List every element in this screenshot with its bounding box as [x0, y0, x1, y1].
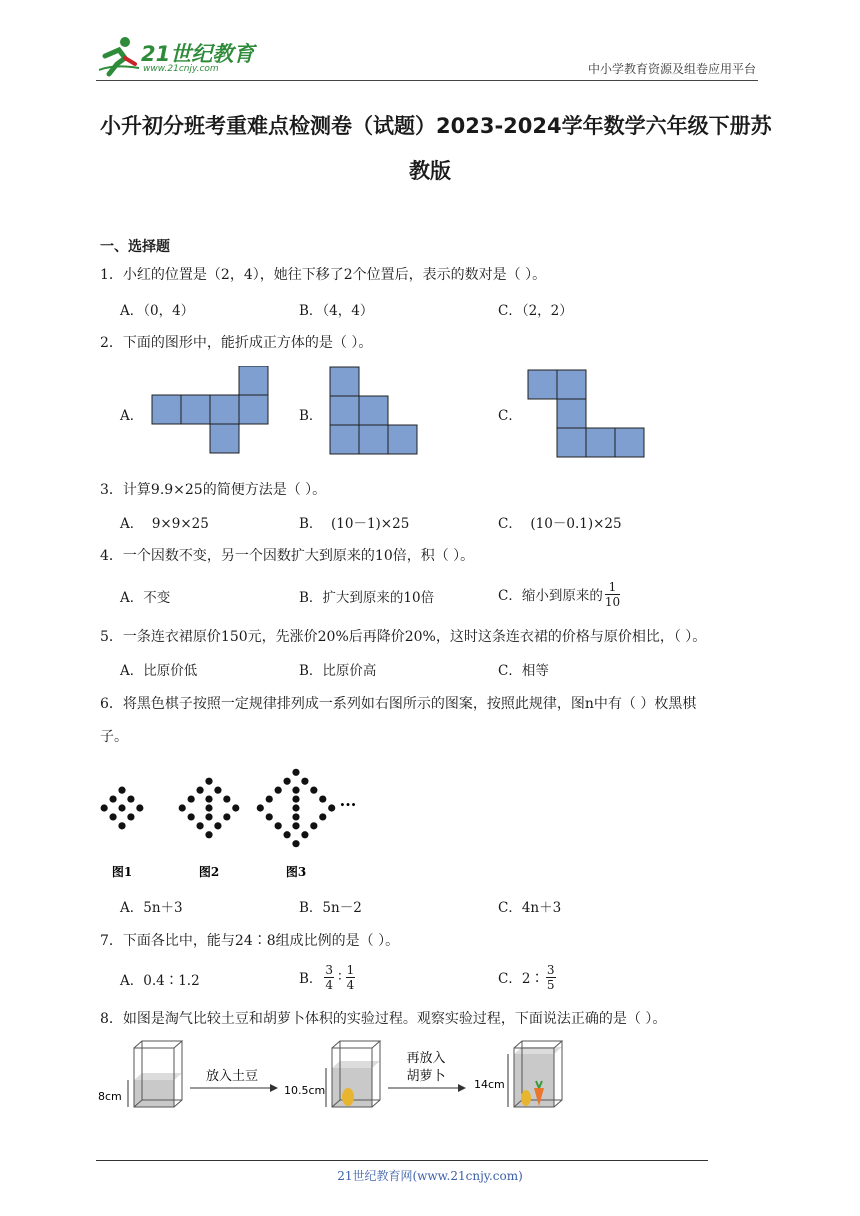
- cube-net-a: [150, 366, 270, 456]
- chess-piece-dot: [205, 831, 212, 838]
- q7-b-num-2: 1: [346, 962, 355, 977]
- chess-piece-dot: [319, 813, 326, 820]
- pattern-ellipsis: ···: [339, 795, 357, 814]
- chess-piece-dot: [328, 804, 335, 811]
- chess-piece-dot: [205, 778, 212, 785]
- q7-option-c[interactable]: [498, 958, 558, 996]
- q7-option-a[interactable]: A．0.4∶1.2: [120, 973, 200, 989]
- logo-text: 21世纪教育: [141, 42, 255, 66]
- figure-label-2: 图2: [198, 865, 220, 878]
- height-label-2: 10.5cm: [284, 1084, 326, 1097]
- q7-c-fraction: [546, 964, 556, 991]
- q2-option-b[interactable]: B．: [299, 408, 323, 424]
- q4-option-a[interactable]: A．不变: [120, 590, 171, 606]
- q5-option-c[interactable]: C．相等: [498, 663, 549, 679]
- question-3-stem: 3．计算9.9×25的简便方法是（ ）。: [100, 482, 327, 498]
- question-5-stem: 5．一条连衣裙原价150元，先涨价20%后再降价20%，这时这条连衣裙的价格与原价相比，（ ）。: [100, 629, 707, 645]
- chess-piece-dot: [232, 804, 239, 811]
- q1-option-a[interactable]: A．（0，4）: [120, 303, 195, 319]
- chess-piece-dot: [292, 787, 299, 794]
- chess-piece-dot: [292, 840, 299, 847]
- platform-label: 中小学教育资源及组卷应用平台: [587, 62, 756, 76]
- question-7-stem: 7．下面各比中，能与24∶8组成比例的是（ ）。: [100, 933, 400, 949]
- footer-link[interactable]: 21世纪教育网(www.21cnjy.com): [337, 1169, 523, 1183]
- chess-piece-dot: [205, 795, 212, 802]
- chess-piece-dot: [223, 795, 230, 802]
- chess-piece-dot: [257, 804, 264, 811]
- arrow-label-2a: 再放入: [406, 1051, 446, 1066]
- chess-piece-dot: [118, 787, 125, 794]
- chess-piece-dot: [179, 804, 186, 811]
- logo-url: www.21cnjy.com: [143, 64, 219, 74]
- header-logo: [95, 34, 265, 82]
- cube-net-c: [527, 369, 649, 461]
- q7-b-den-1: 4: [325, 977, 334, 992]
- height-label-3: 14cm: [474, 1078, 505, 1091]
- q4-option-c-text: C．缩小到原来的: [498, 588, 603, 604]
- chess-piece-dot: [275, 787, 282, 794]
- chess-piece-dot: [205, 804, 212, 811]
- chess-piece-dot: [196, 822, 203, 829]
- chess-piece-dot: [109, 795, 116, 802]
- q5-option-b[interactable]: B．比原价高: [299, 663, 377, 679]
- q6-option-a[interactable]: A．5n＋3: [120, 900, 183, 916]
- chess-piece-dot: [301, 831, 308, 838]
- page-title-line1: 小升初分班考重难点检测卷（试题）2023-2024学年数学六年级下册苏: [100, 114, 772, 138]
- q7-b-den-2: 4: [346, 977, 355, 992]
- chess-pattern-figure: [100, 758, 370, 878]
- q2-option-c[interactable]: C．: [498, 408, 522, 424]
- chess-piece-dot: [275, 822, 282, 829]
- q3-option-c[interactable]: C． (10－0.1)×25: [498, 516, 622, 532]
- chess-piece-dot: [188, 813, 195, 820]
- q3-option-b[interactable]: B． (10－1)×25: [299, 516, 410, 532]
- chess-piece-dot: [292, 813, 299, 820]
- chess-piece-dot: [118, 804, 125, 811]
- q2-option-a[interactable]: A．: [120, 408, 144, 424]
- q6-option-b[interactable]: B．5n－2: [299, 900, 362, 916]
- question-2-stem: 2．下面的图形中，能折成正方体的是（ ）。: [100, 335, 373, 351]
- q7-option-b[interactable]: [299, 958, 357, 996]
- chess-piece-dot: [109, 813, 116, 820]
- chess-piece-dot: [214, 787, 221, 794]
- chess-piece-dot: [188, 795, 195, 802]
- figure-label-1: 图1: [111, 865, 133, 878]
- q7-c-den: 5: [546, 977, 555, 992]
- arrow-label-2b: 胡萝卜: [406, 1069, 446, 1084]
- chess-piece-dot: [266, 813, 273, 820]
- container-1: [134, 1041, 182, 1107]
- chess-piece-dot: [127, 813, 134, 820]
- chess-piece-dot: [292, 795, 299, 802]
- chess-piece-dot: [283, 831, 290, 838]
- chess-piece-dot: [310, 787, 317, 794]
- question-8-stem: 8．如图是淘气比较土豆和胡萝卜体积的实验过程。观察实验过程，下面说法正确的是（ ）。: [100, 1011, 667, 1027]
- chess-piece-dot: [301, 778, 308, 785]
- volume-experiment-figure: [98, 1038, 568, 1118]
- q3-option-a[interactable]: A． 9×9×25: [120, 516, 209, 532]
- q1-option-b[interactable]: B．（4，4）: [299, 303, 374, 319]
- chess-piece-dot: [118, 822, 125, 829]
- question-4-stem: 4．一个因数不变，另一个因数扩大到原来的10倍，积（ ）。: [100, 548, 475, 564]
- chess-piece-dot: [205, 813, 212, 820]
- q1-option-c[interactable]: C．（2，2）: [498, 303, 573, 319]
- q7-option-b-label: B．: [299, 971, 323, 987]
- chess-piece-dot: [223, 813, 230, 820]
- footer-rule: [96, 1160, 708, 1161]
- chess-piece-dot: [292, 769, 299, 776]
- q7-b-fraction-1: [324, 964, 334, 991]
- q4-fraction-den: 10: [604, 594, 621, 609]
- q7-c-num: 3: [546, 962, 555, 977]
- arrow-label-1: 放入土豆: [205, 1069, 259, 1084]
- q4-option-c[interactable]: [498, 575, 622, 613]
- question-6-stem-line1: 6．将黑色棋子按照一定规律排列成一系列如右图所示的图案，按照此规律，图n中有（ ）枚黑棋: [100, 696, 697, 712]
- runner-logo-icon: [95, 34, 141, 80]
- chess-piece-dot: [136, 804, 143, 811]
- q7-option-c-label: C．2∶: [498, 971, 544, 987]
- page-title-line2: 教版: [409, 159, 451, 183]
- q7-b-num-1: 3: [325, 962, 334, 977]
- chess-piece-dot: [292, 804, 299, 811]
- chess-piece-dot: [292, 822, 299, 829]
- q5-option-a[interactable]: A．比原价低: [120, 663, 198, 679]
- q4-fraction-num: 1: [605, 581, 620, 595]
- header-rule: [96, 80, 758, 81]
- q4-option-b[interactable]: B．扩大到原来的10倍: [299, 590, 435, 606]
- q6-option-c[interactable]: C．4n＋3: [498, 900, 562, 916]
- cube-net-b: [329, 366, 421, 458]
- section-heading: 一、选择题: [100, 239, 170, 255]
- chess-piece-dot: [127, 795, 134, 802]
- chess-piece-dot: [310, 822, 317, 829]
- height-label-1: 8cm: [98, 1090, 122, 1103]
- chess-piece-dot: [266, 795, 273, 802]
- q4-fraction: [605, 581, 620, 608]
- container-2: [332, 1041, 380, 1107]
- chess-piece-dot: [283, 778, 290, 785]
- question-1-stem: 1．小红的位置是（2，4），她往下移了2个位置后，表示的数对是（ ）。: [100, 267, 547, 283]
- figure-label-3: 图3: [285, 865, 307, 878]
- q7-b-ratio-sign: ∶: [338, 969, 342, 985]
- q7-b-fraction-2: [346, 964, 356, 991]
- chess-piece-dot: [196, 787, 203, 794]
- chess-piece-dot: [214, 822, 221, 829]
- question-6-stem-line2: 子。: [100, 729, 128, 745]
- chess-piece-dot: [319, 795, 326, 802]
- chess-piece-dot: [101, 804, 108, 811]
